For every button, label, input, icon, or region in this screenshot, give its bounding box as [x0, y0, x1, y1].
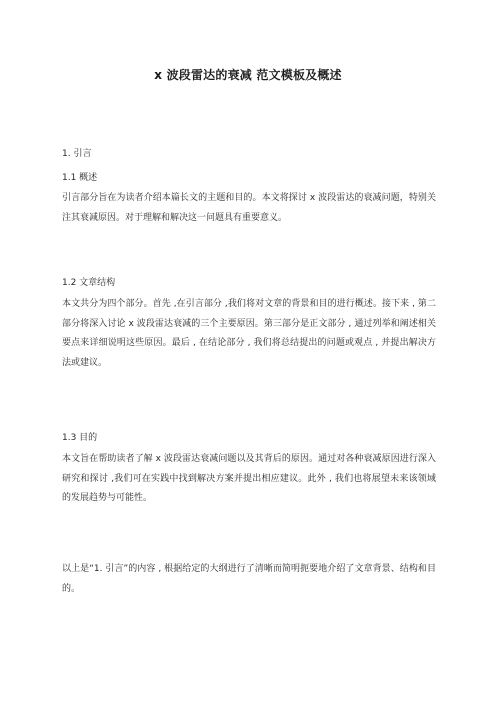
heading-structure: 1.2 文章结构	[62, 278, 116, 288]
heading-overview: 1.1 概述	[62, 173, 98, 183]
paragraph-structure: 本文共分为四个部分。首先 ,在引言部分 ,我们将对文章的背景和目的进行概述。接下来 , 第二部分将深入讨论 x 波段雷达衰减的三个主要原因。第三部分是正文部分 , 通过列举和阐述相关要点来详细说明这些原因。最后 , 在结论部分 , 我们将总结提出的问题或观点 , 并提出解决方法或建议。	[62, 299, 436, 368]
paragraph-overview: 引言部分旨在为读者介绍本篇长文的主题和目的。本文将探讨 x 波段雷达的衰减问题，特别关注其衰减原因。对于理解和解决这一问题具有重要意义。	[62, 193, 436, 223]
document-title: x 波段雷达的衰减 范文模板及概述	[154, 68, 342, 82]
heading-introduction: 1. 引言	[62, 149, 92, 159]
heading-purpose: 1.3 目的	[62, 433, 98, 443]
paragraph-purpose: 本文旨在帮助读者了解 x 波段雷达衰减问题以及其背后的原因。通过对各种衰减原因进行深入研究和探讨 ,我们可在实践中找到解决方案并提出相应建议。此外 , 我们也将展望未来该领域的发展趋势与可能性。	[62, 454, 436, 503]
closing-paragraph: 以上是“1. 引言”的内容 , 根据给定的大纲进行了清晰而简明扼要地介绍了文章背景、结构和目的。	[62, 564, 436, 594]
